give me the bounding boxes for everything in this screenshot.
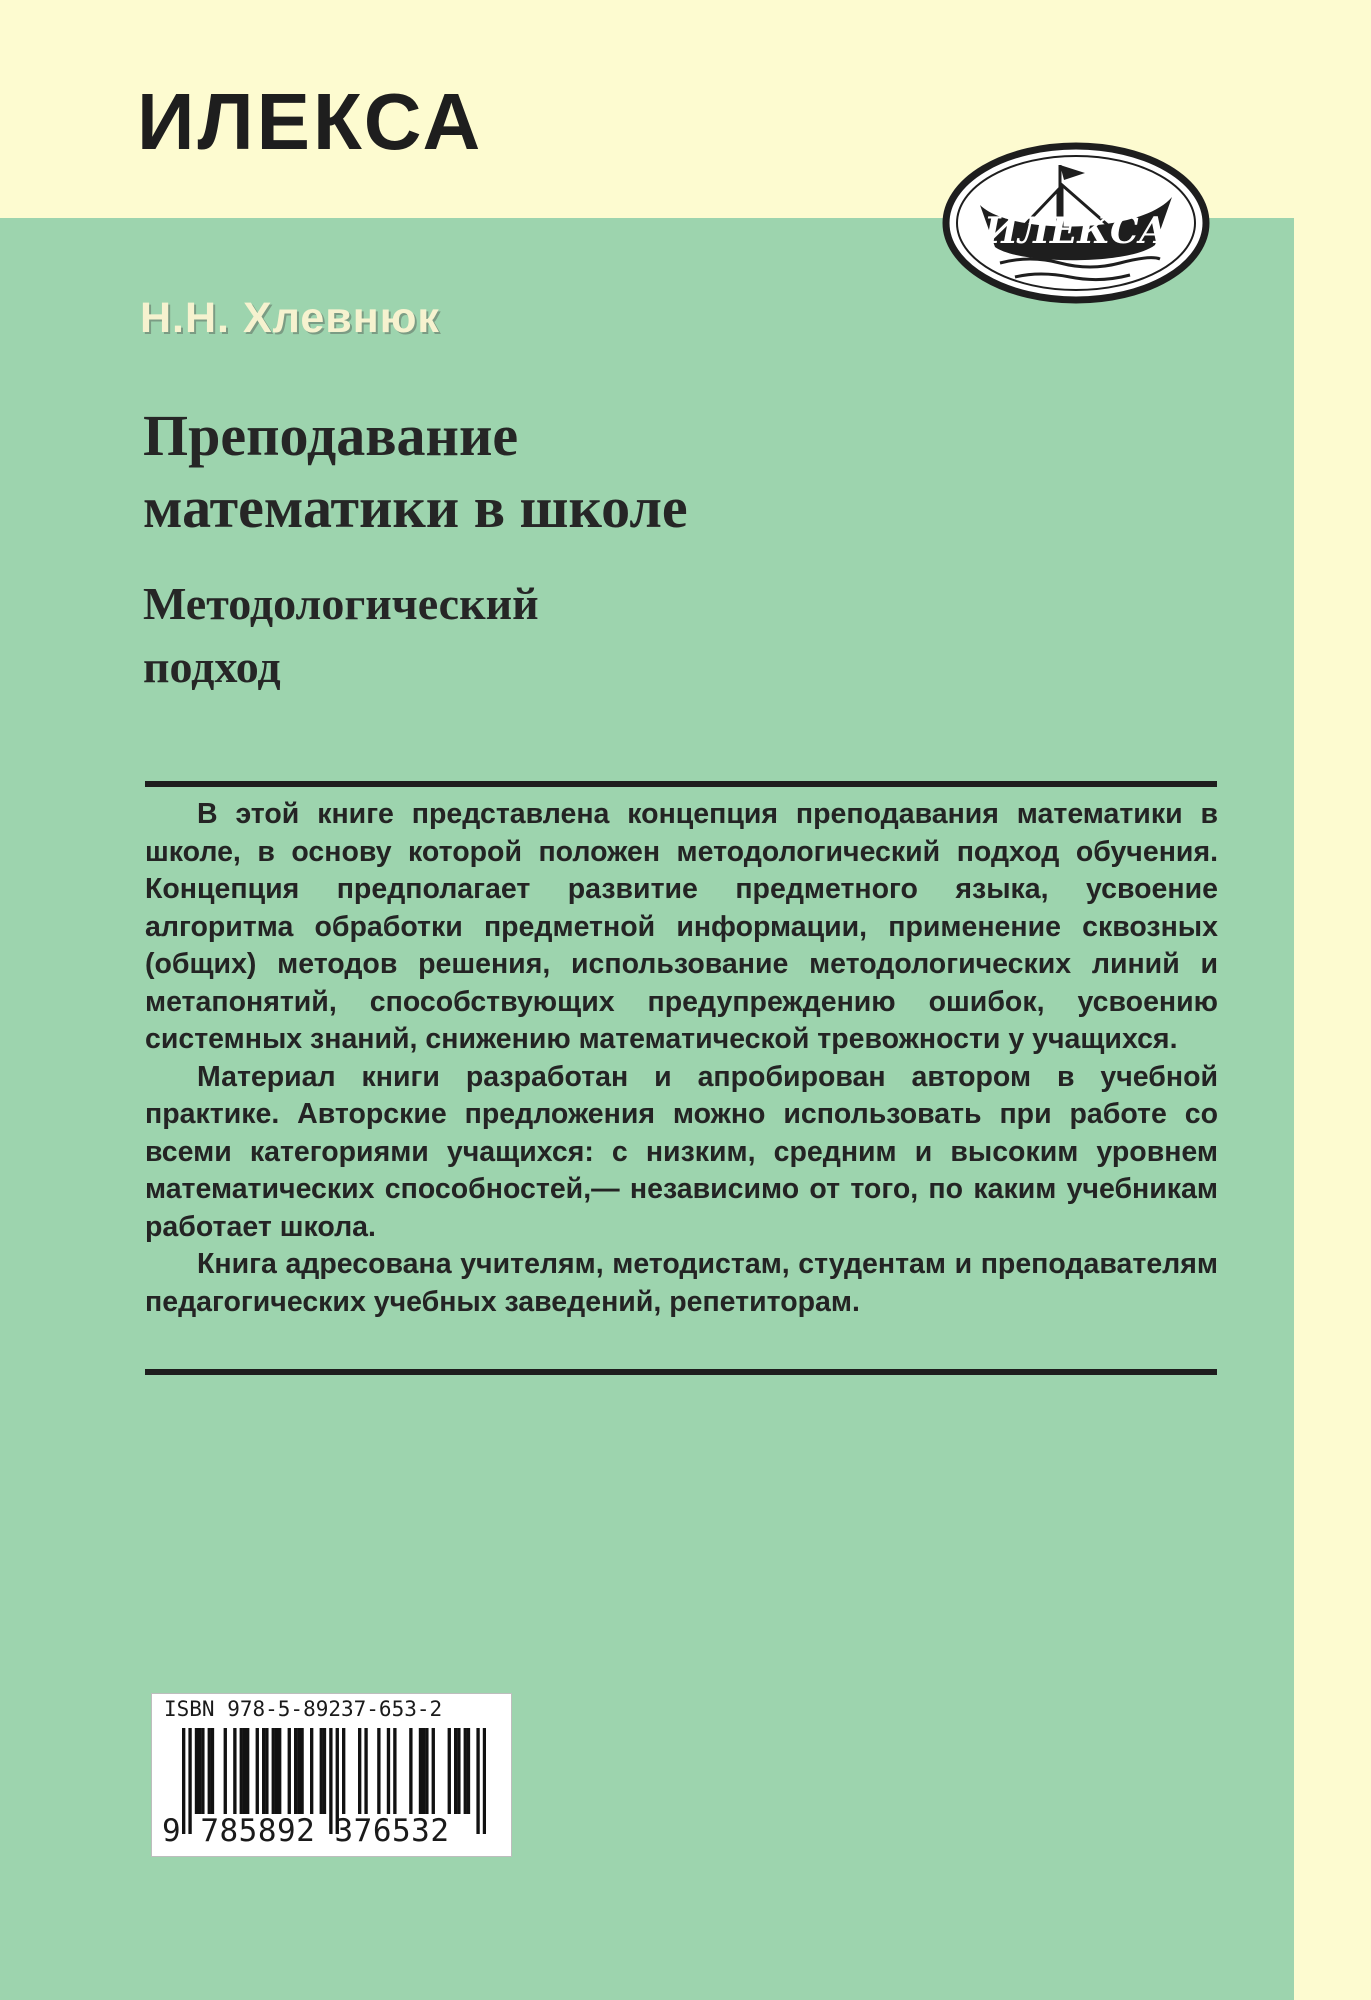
barcode-bar bbox=[409, 1728, 412, 1814]
barcode-bar bbox=[323, 1728, 326, 1814]
description-paragraph-2: Материал книги разработан и апробирован автором в учебной практике. Авторские предложения можно использовать при работе со всеми категориями учащихся: с низким, средним и высоким уровнем математических способностей,— независимо от того, по каким учебникам работает школа. bbox=[145, 1060, 1218, 1243]
isbn-barcode bbox=[151, 1693, 512, 1857]
barcode-bar bbox=[358, 1728, 361, 1814]
ean-left-group: 785892 bbox=[200, 1813, 316, 1849]
author-name: Н.Н. Хлевнюк bbox=[140, 294, 440, 342]
barcode-bar bbox=[262, 1728, 265, 1814]
barcode-bar bbox=[457, 1728, 460, 1814]
barcode-bar bbox=[320, 1728, 323, 1814]
barcode-bar bbox=[454, 1728, 457, 1814]
barcode-bar bbox=[265, 1728, 268, 1814]
top-divider bbox=[145, 781, 1217, 787]
barcode-bar bbox=[288, 1728, 291, 1814]
barcode-bar bbox=[300, 1728, 303, 1814]
barcode-bar bbox=[208, 1728, 211, 1814]
barcode-bar bbox=[393, 1728, 396, 1814]
book-description bbox=[145, 796, 1218, 1321]
ean-right-group: 376532 bbox=[334, 1813, 450, 1849]
barcode-bar bbox=[432, 1728, 435, 1814]
barcode-bar bbox=[448, 1728, 451, 1814]
ean-digits bbox=[162, 1813, 450, 1849]
book-title-line-1: Преподавание bbox=[143, 403, 519, 468]
barcode-bar bbox=[224, 1728, 227, 1814]
barcode-bar bbox=[476, 1728, 479, 1834]
bottom-divider bbox=[145, 1369, 1217, 1375]
barcode-bar bbox=[240, 1728, 243, 1814]
description-paragraph-3: Книга адресована учителям, методистам, студентам и преподавателям педагогических учебных заведений, репетиторам. bbox=[145, 1248, 1218, 1318]
barcode-bar bbox=[364, 1728, 367, 1814]
barcode-bar bbox=[342, 1728, 345, 1814]
barcode-bar bbox=[198, 1728, 201, 1814]
barcode-bar bbox=[246, 1728, 249, 1814]
barcode-bar bbox=[483, 1728, 486, 1834]
barcode-bar bbox=[195, 1728, 198, 1814]
barcode-bar bbox=[467, 1728, 470, 1814]
publisher-name: ИЛЕКСА bbox=[137, 77, 484, 166]
barcode-bar bbox=[425, 1728, 428, 1814]
barcode-bar bbox=[387, 1728, 390, 1814]
barcode-bar bbox=[275, 1728, 278, 1814]
barcode-bar bbox=[297, 1728, 300, 1814]
book-subtitle bbox=[143, 572, 539, 698]
ean-first-digit: 9 bbox=[162, 1813, 182, 1849]
description-paragraph-1: В этой книге представлена концепция преподавания математики в школе, в основу которой положен методологический подход обучения. Концепция предполагает развитие предметного языка, усвоение алгоритма обработки предметной информации, применение сквозных (общих) методов решения, использование методологических линий и метапонятий, способствующих предупреждению ошибок, усвоению системных знаний, снижению математической тревожности у учащихся. bbox=[145, 798, 1218, 1055]
barcode-bar bbox=[201, 1728, 204, 1814]
isbn-number: ISBN 978-5-89237-653-2 bbox=[164, 1697, 443, 1721]
barcode-bar bbox=[310, 1728, 313, 1814]
barcode-bar bbox=[377, 1728, 380, 1814]
logo-text: ИЛЕКСА bbox=[983, 210, 1169, 252]
barcode-bar bbox=[233, 1728, 236, 1814]
barcode-bar bbox=[243, 1728, 246, 1814]
publisher-logo-boat-icon bbox=[940, 135, 1212, 305]
book-title-line-2: математики в школе bbox=[143, 475, 688, 540]
barcode-bar bbox=[256, 1728, 259, 1814]
barcode-bar bbox=[272, 1728, 275, 1814]
barcode-bar bbox=[294, 1728, 297, 1814]
barcode-bar bbox=[278, 1728, 281, 1814]
book-subtitle-line-2: подход bbox=[143, 641, 281, 692]
barcode-bar bbox=[422, 1728, 425, 1814]
barcode-bar bbox=[419, 1728, 422, 1814]
barcode-bar bbox=[211, 1728, 214, 1814]
barcode-bar bbox=[464, 1728, 467, 1814]
book-subtitle-line-1: Методологический bbox=[143, 578, 539, 629]
book-title bbox=[143, 400, 688, 544]
